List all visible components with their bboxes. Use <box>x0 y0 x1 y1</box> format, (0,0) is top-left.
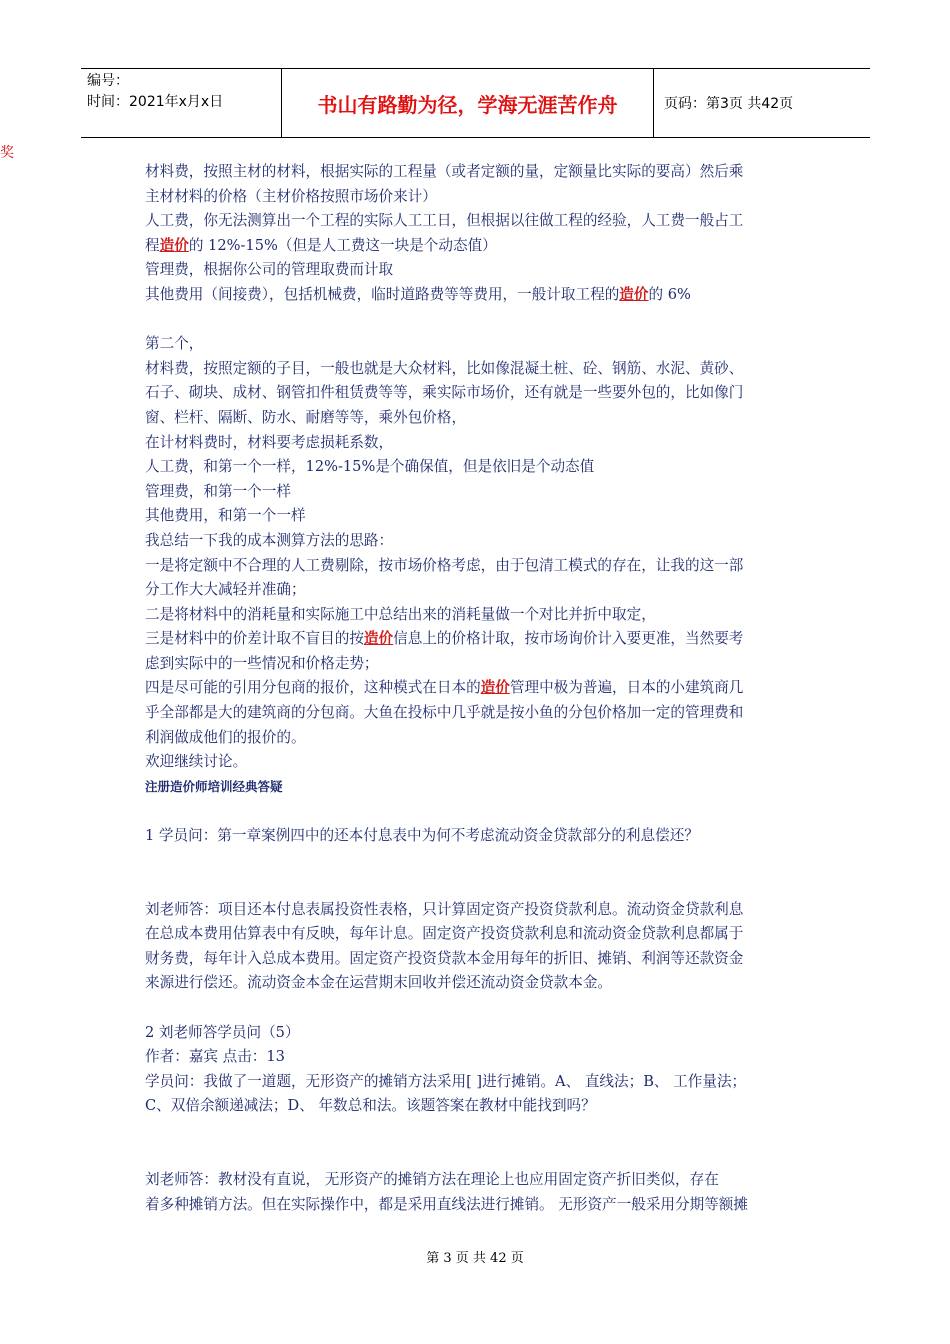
text-line: 刘老师答：项目还本付息表属投资性表格，只计算固定资产投资贷款利息。流动资金贷款利息 <box>145 900 744 918</box>
header-page-label: 页码：第3页 共42页 <box>664 96 794 112</box>
page-footer: 第 3 页 共 42 页 <box>426 1251 524 1266</box>
text-line: 刘老师答：教材没有直说， 无形资产的摊销方法在理论上也应用固定资产折旧类似，存在 <box>145 1170 719 1188</box>
number-label: 编号： <box>87 73 129 89</box>
text-line: 管理费，根据你公司的管理取费而计取 <box>145 261 394 279</box>
text-line: 1 学员问：第一章案例四中的还本付息表中为何不考虑流动资金贷款部分的利息偿还？ <box>145 827 699 845</box>
text-line: 学员问：我做了一道题，无形资产的摊销方法采用[ ]进行摊销。A、 直线法；B、 工作量法； <box>145 1072 747 1090</box>
text-run: 其他费用（间接费），包括机械费，临时道路费等等费用，一般计取工程的 <box>145 285 620 303</box>
document-body <box>145 160 815 1217</box>
section-title: 注册造价师培训经典答疑 <box>145 778 283 794</box>
keyword-link[interactable]: 造价 <box>159 236 189 254</box>
text-line: 第二个， <box>145 335 204 353</box>
text-line: 我总结一下我的成本测算方法的思路： <box>145 531 394 549</box>
text-line: 材料费，按照主材的材料，根据实际的工程量（或者定额的量，定额量比实际的要高）然后乘 <box>145 163 744 180</box>
text-line: 窗、栏杆、隔断、防水、耐磨等等，乘外包价格， <box>145 408 467 426</box>
text-run: 管理中极为普遍，日本的小建筑商几 <box>509 679 744 697</box>
header-motto: 书山有路勤为径，学海无涯苦作舟 <box>282 69 654 137</box>
text-line <box>145 283 815 308</box>
text-line: 一是将定额中不合理的人工费剔除，按市场价格考虑，由于包清工模式的存在，让我的这一部 <box>145 556 744 574</box>
text-line <box>145 676 815 701</box>
blank-line <box>145 1119 815 1168</box>
text-line: 石子、砌块、成材、钢管扣件租赁费等等，乘实际市场价，还有就是一些要外包的，比如像门 <box>145 384 744 402</box>
header-meta-cell <box>81 69 282 137</box>
text-line: 在计材料费时，材料要考虑损耗系数， <box>145 433 394 451</box>
time-label: 时间：2021年x月x日 <box>87 94 224 110</box>
text-line <box>145 234 815 259</box>
blank-line <box>145 308 815 333</box>
text-line: C、双倍余额递减法；D、 年数总和法。该题答案在教材中能找到吗？ <box>145 1097 596 1115</box>
text-line: 作者：嘉宾 点击：13 <box>145 1048 285 1066</box>
text-line: 主材材料的价格（主材价格按照市场价来计） <box>145 187 437 205</box>
text-line: 其他费用，和第一个一样 <box>145 507 306 525</box>
keyword-link[interactable]: 造价 <box>480 679 510 697</box>
header-table <box>81 68 870 138</box>
text-line: 在总成本费用估算表中有反映，每年计息。固定资产投资贷款利息和流动资金贷款利息都属于 <box>145 925 744 943</box>
text-run: 三是材料中的价差计取不盲目的按 <box>145 630 364 648</box>
text-line <box>145 627 815 652</box>
margin-mark: 奖 <box>0 145 14 161</box>
keyword-link[interactable]: 造价 <box>363 630 394 648</box>
text-line: 2 刘老师答学员问（5） <box>145 1023 300 1041</box>
text-run: 的 6% <box>648 285 691 303</box>
text-line: 二是将材料中的消耗量和实际施工中总结出来的消耗量做一个对比并折中取定， <box>145 605 656 623</box>
text-line: 来源进行偿还。流动资金本金在运营期末回收并偿还流动资金贷款本金。 <box>145 974 613 992</box>
text-run: 四是尽可能的引用分包商的报价，这种模式在日本的 <box>145 679 481 697</box>
text-line: 欢迎继续讨论。 <box>145 753 248 771</box>
text-line: 利润做成他们的报价的。 <box>145 728 306 746</box>
blank-line <box>145 996 815 1021</box>
text-run: 信息上的价格计取，按市场询价计入要更准，当然要考 <box>393 630 744 648</box>
blank-line <box>145 799 815 824</box>
text-line: 财务费，每年计入总成本费用。固定资产投资贷款本金用每年的折旧、摊销、利润等还款资金 <box>145 949 744 967</box>
text-line: 材料费，按照定额的子目，一般也就是大众材料，比如像混凝土桩、砼、钢筋、水泥、黄砂、 <box>145 359 744 377</box>
text-run: 的 12%-15%（但是人工费这一块是个动态值） <box>188 236 497 254</box>
text-line: 管理费，和第一个一样 <box>145 482 291 500</box>
text-line: 着多种摊销方法。但在实际操作中，都是采用直线法进行摊销。 无形资产一般采用分期等额摊 <box>145 1195 748 1213</box>
text-line: 虑到实际中的一些情况和价格走势； <box>145 654 379 672</box>
text-line: 人工费，你无法测算出一个工程的实际人工工日，但根据以往做工程的经验，人工费一般占工 <box>145 212 744 230</box>
text-line: 人工费，和第一个一样，12%-15%是个确保值，但是依旧是个动态值 <box>145 458 595 476</box>
text-run: 程 <box>145 236 160 254</box>
text-line: 分工作大大减轻并准确； <box>145 581 306 599</box>
text-line: 乎全部都是大的建筑商的分包商。大鱼在投标中几乎就是按小鱼的分包价格加一定的管理费和 <box>145 704 744 722</box>
keyword-link[interactable]: 造价 <box>619 285 649 303</box>
blank-line <box>145 849 815 898</box>
